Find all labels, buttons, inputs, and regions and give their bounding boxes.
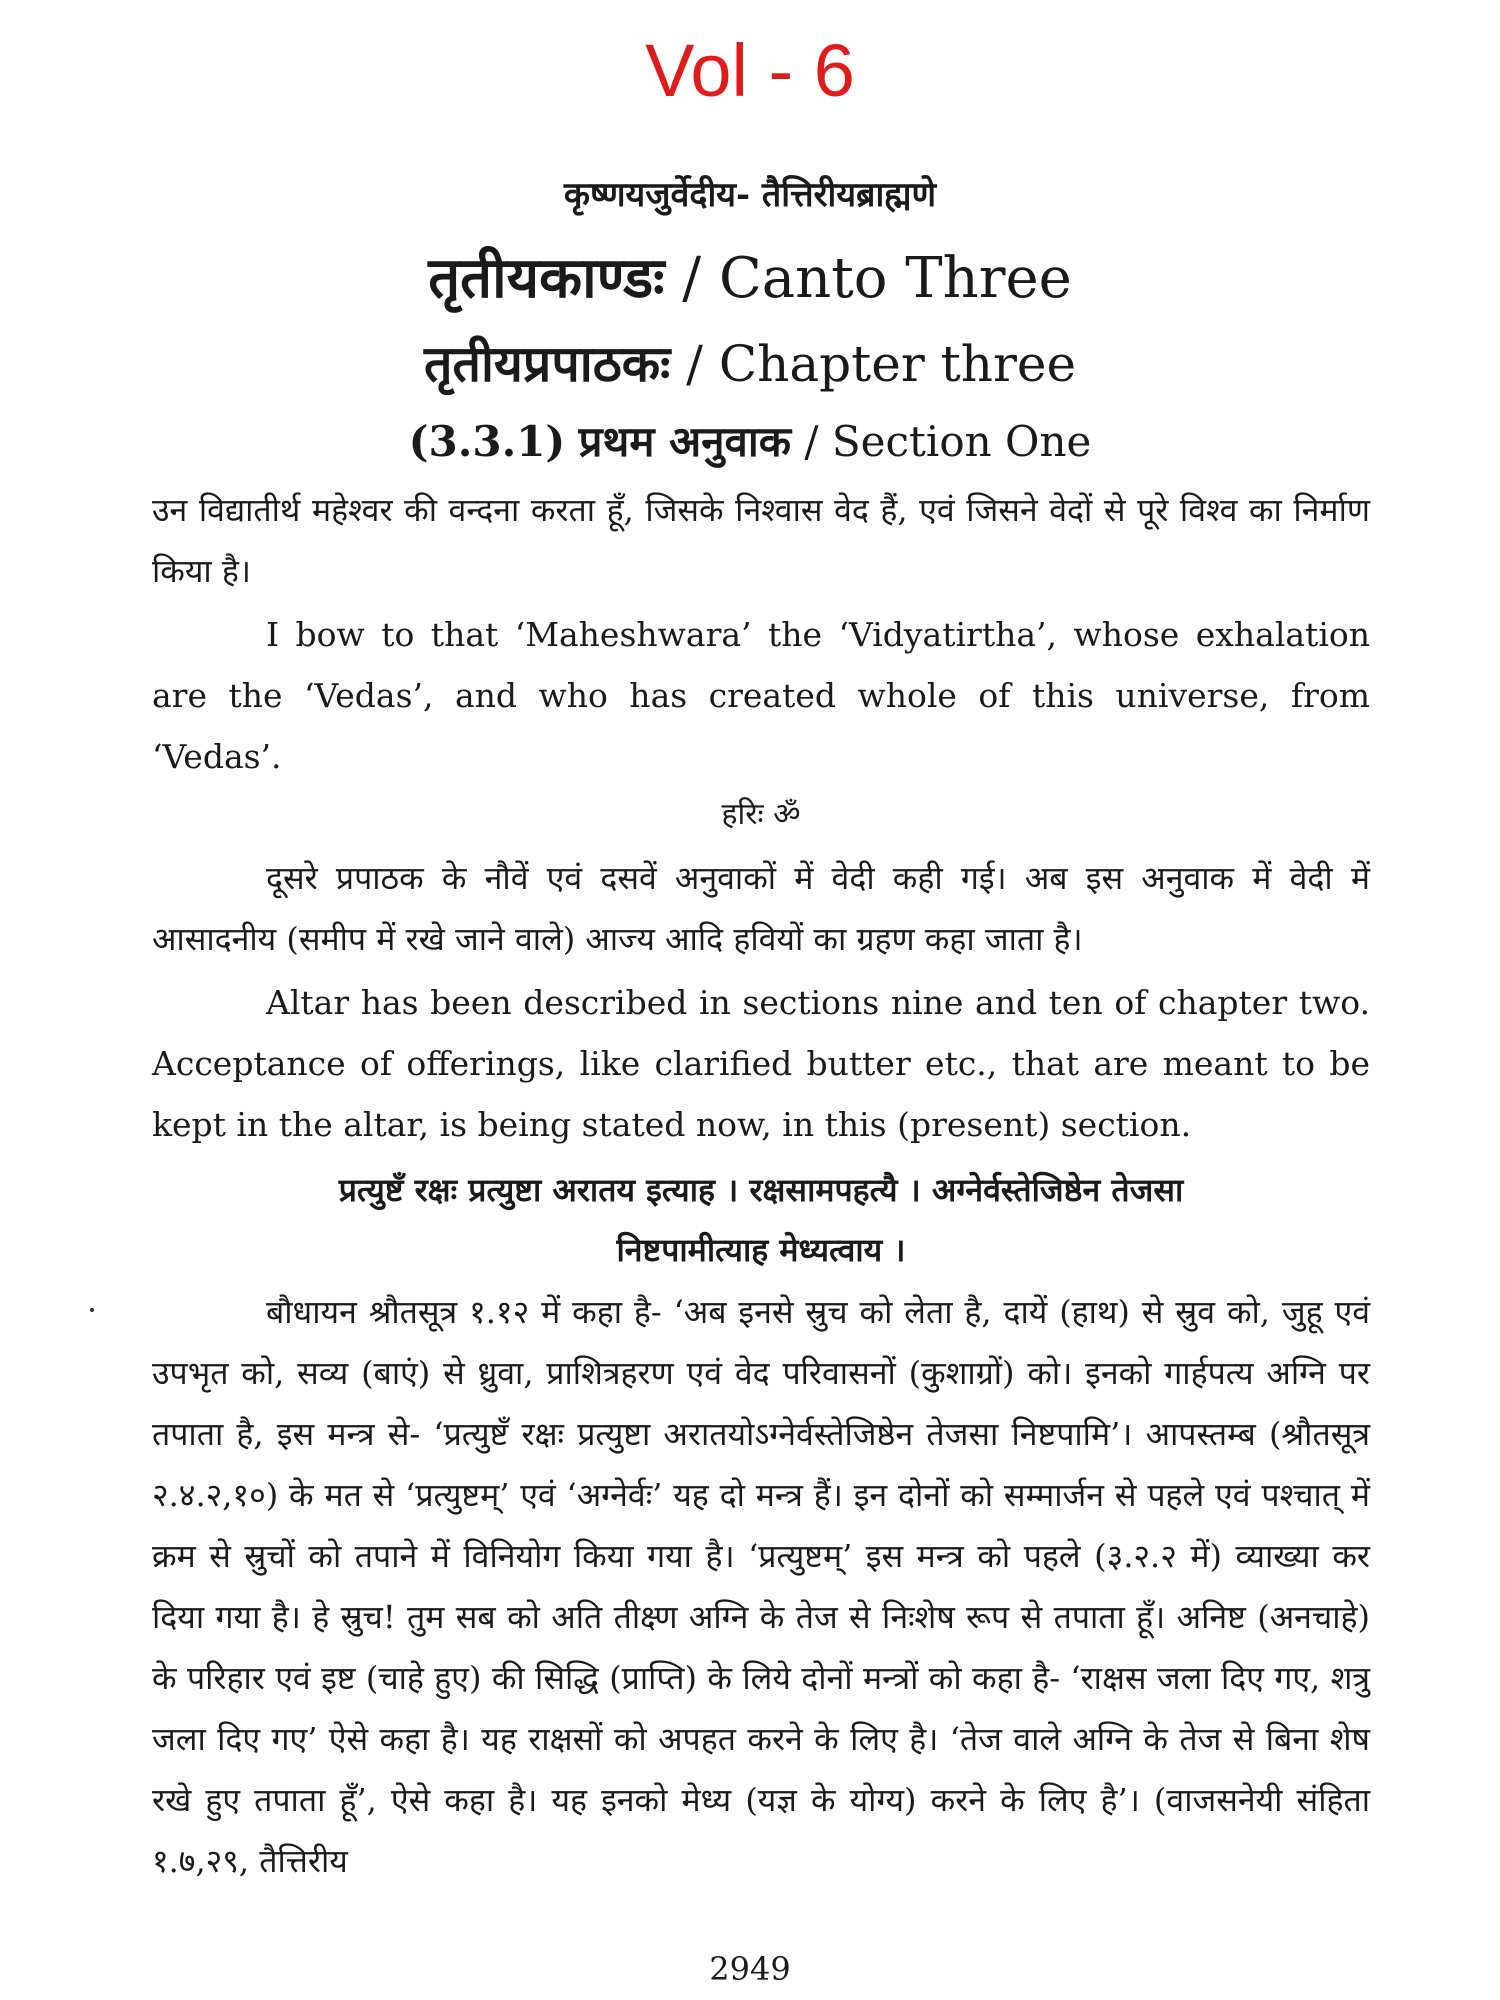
section-title-devanagari: प्रथम अनुवाक [578, 417, 792, 466]
canto-title-english: / Canto Three [682, 246, 1072, 311]
context-block [152, 848, 1370, 1155]
section-title-english: / Section One [804, 417, 1092, 466]
commentary-text: बौधायन श्रौतसूत्र १.१२ में कहा है- ‘अब इनसे स्रुच को लेता है, दायें (हाथ) से स्रुव को, जुहू एवं उपभृत को, सव्य (बाएं) से ध्रुवा, प्राशित्रहरण एवं वेद परिवासनों (कुशाग्रों) को। इनको गार्हपत्य अग्नि पर तपाता है, इस मन्त्र से- ‘प्रत्युष्टँ रक्षः प्रत्युष्टा अरातयोऽग्नेर्वस्तेजिष्ठेन तेजसा निष्टपामि’। आपस्तम्ब (श्रौतसूत्र २.४.२,१०) के मत से ‘प्रत्युष्टम्’ एवं ‘अग्नेर्वः’ यह दो मन्त्र हैं। इन दोनों को सम्मार्जन से पहले एवं पश्चात् में क्रम से स्रुचों को तपाने में विनियोग किया गया है। ‘प्रत्युष्टम्’ इस मन्त्र को पहले (३.२.२ में) व्याख्या कर दिया गया है। हे स्रुच! तुम सब को अति तीक्ष्ण अग्नि के तेज से निःशेष रूप से तपाता हूँ। अनिष्ट (अनचाहे) के परिहार एवं इष्ट (चाहे हुए) की सिद्धि (प्राप्ति) के लिये दोनों मन्त्रों को कहा है- ‘राक्षस जला दिए गए, शत्रु जला दिए गए’ ऐसे कहा है। यह राक्षसों को अपहत करने के लिए है। ‘तेज वाले अग्नि के तेज से बिना शेष रखे हुए तपाता हूँ’, ऐसे कहा है। यह इनको मेध्य (यज्ञ के योग्य) करने के लिए है’। (वाजसनेयी संहिता १.७,२९, तैत्तिरीय [152, 1293, 1370, 1880]
verse-line-2: निष्टपामीत्याह मेध्यत्वाय । [616, 1231, 906, 1269]
invocation-block [152, 790, 1370, 840]
intro-english: I bow to that ‘Maheshwara’ the ‘Vidyatirtha’, whose exhalation are the ‘Vedas’, and who has created whole of this universe, from ‘Vedas’. [152, 615, 1370, 776]
canto-title-devanagari: तृतीयकाण्डः [428, 245, 665, 311]
context-hindi: दूसरे प्रपाठक के नौवें एवं दसवें अनुवाकों में वेदी कही गई। अब इस अनुवाक में वेदी में आसादनीय (समीप में रखे जाने वाले) आज्य आदि हवियों का ग्रहण कहा जाता है। [152, 859, 1370, 958]
book-subtitle: कृष्णयजुर्वेदीय- तैत्तिरीयब्राह्मणे [563, 175, 937, 215]
volume-label: Vol - 6 [645, 29, 855, 112]
page-number: 2949 [709, 1950, 791, 1988]
chapter-title-devanagari: तृतीयप्रपाठकः [423, 334, 671, 393]
context-english: Altar has been described in sections nine and ten of chapter two. Acceptance of offerings, like clarified butter etc., that are meant to be kept in the altar, is being stated now, in this (present) section. [152, 983, 1370, 1144]
verse-line-1: प्रत्युष्टँ रक्षः प्रत्युष्टा अरातय इत्याह । रक्षसामपहत्यै । अग्नेर्वस्तेजिष्ठेन तेजसा [338, 1171, 1184, 1209]
chapter-title [0, 328, 1500, 396]
section-title [0, 412, 1500, 469]
verse-block [152, 1160, 1370, 1280]
intro-block [152, 480, 1370, 787]
intro-hindi: उन विद्यातीर्थ महेश्वर की वन्दना करता हूँ, जिसके निश्वास वेद हैं, एवं जिसने वेदों से पूरे विश्व का निर्माण किया है। [152, 491, 1370, 590]
commentary-block [152, 1282, 1370, 1892]
chapter-title-english: / Chapter three [686, 335, 1077, 393]
section-number: (3.3.1) [408, 417, 566, 466]
canto-title [0, 238, 1500, 314]
margin-mark [90, 1308, 94, 1312]
invocation: हरिः ॐ [721, 797, 801, 832]
